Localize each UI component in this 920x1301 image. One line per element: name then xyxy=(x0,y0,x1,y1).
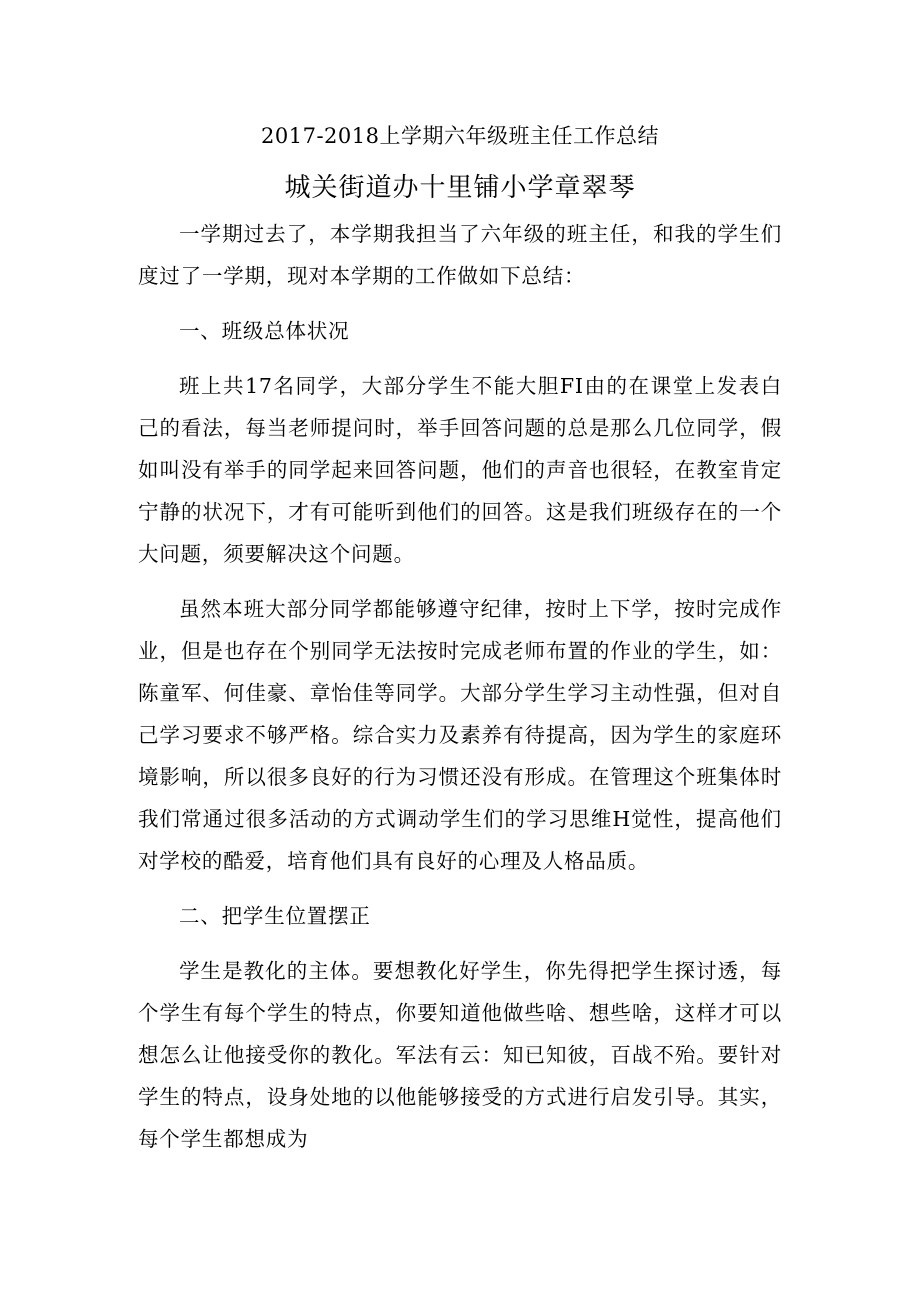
section-heading-1: 一、班级总体状况 xyxy=(179,319,350,343)
body-paragraph: 虽然本班大部分同学都能够遵守纪律，按时上下学，按时完成作业，但是也存在个别同学无法按时完成老师布置的作业的学生，如：陈童军、何佳豪、章怡佳等同学。大部分学生学习主动性强，但对自己学习要求不够严格。综合实力及素养有待提高，因为学生的家庭环境影响，所以很多良好的行为习惯还没有形成。在管理这个班集体时我们常通过很多活动的方式调动学生们的学习思维H觉性，提高他们对学校的酷爱，培育他们具有良好的心理及人格品质。 xyxy=(138,597,782,873)
body-paragraph: 学生是教化的主体。要想教化好学生，你先得把学生探讨透，每个学生有每个学生的特点，你要知道他做些啥、想些啥，这样才可以想怎么让他接受你的教化。军法有云：知已知彼，百战不殆。要针对学生的特点，设身处地的以他能够接受的方式进行启发引导。其实，每个学生都想成为 xyxy=(138,959,782,1151)
document-author-line: 城关街道办十里铺小学章翠琴 xyxy=(284,173,636,203)
document-title: 2017-2018上学期六年级班主任工作总结 xyxy=(261,124,659,148)
document-body xyxy=(138,213,782,1173)
intro-paragraph: 一学期过去了，本学期我担当了六年级的班主任，和我的学生们度过了一学期，现对本学期的工作做如下总结： xyxy=(138,222,782,288)
section-heading-2: 二、把学生位置摆正 xyxy=(179,904,371,928)
body-paragraph: 班上共17名同学，大部分学生不能大胆FI由的在课堂上发表白己的看法，每当老师提问时，举手回答问题的总是那么几位同学，假如叫没有举手的同学起来回答问题，他们的声音也很轻，在教室肯定宁静的状况下，才有可能听到他们的回答。这是我们班级存在的一个大问题，须要解决这个问题。 xyxy=(138,374,782,566)
